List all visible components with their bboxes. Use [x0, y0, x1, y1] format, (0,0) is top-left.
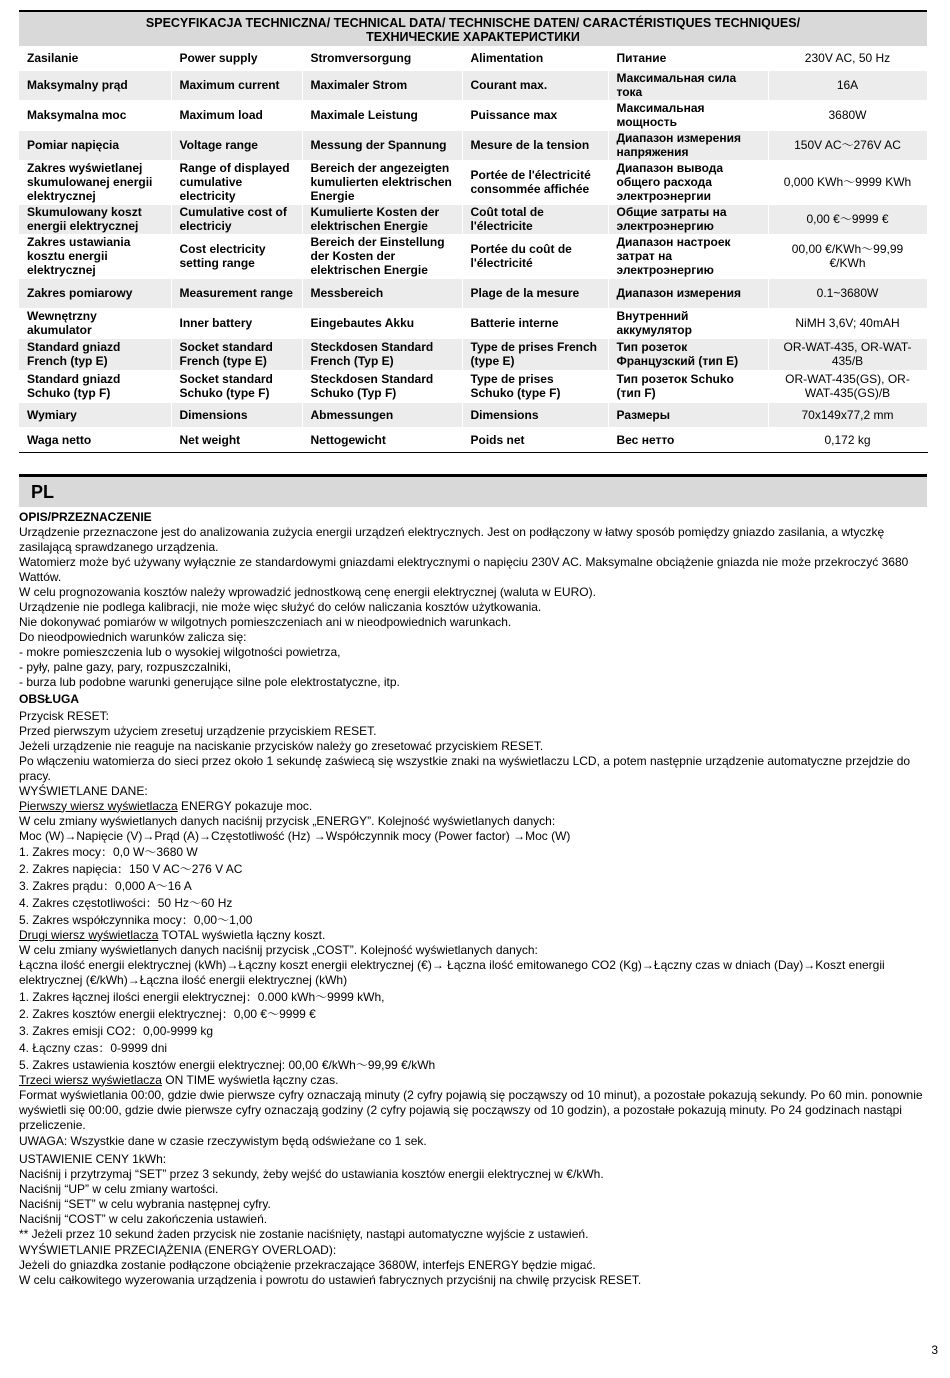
spec-row	[19, 46, 927, 70]
spec-cell-de: Messbereich	[302, 278, 462, 308]
paragraph: Przed pierwszym użyciem zresetuj urządzenie przyciskiem RESET.	[19, 723, 377, 738]
paragraph: 3. Zakres prądu：0,000 A～16 A	[19, 878, 192, 893]
spec-row	[19, 130, 927, 160]
spec-cell-de: Steckdosen Standard French (Typ E)	[302, 338, 462, 370]
spec-cell-val: 70x149x77,2 mm	[768, 402, 927, 427]
paragraph: Naciśnij “COST” w celu zakończenia ustawień.	[19, 1211, 268, 1226]
paragraph: 1. Zakres mocy：0,0 W～3680 W	[19, 844, 198, 859]
paragraph: Przycisk RESET:	[19, 708, 110, 723]
spec-cell-de: Bereich der Einstellung der Kosten der elektrischen Energie	[302, 234, 462, 278]
spec-cell-en: Net weight	[171, 427, 302, 452]
spec-cell-de: Nettogewicht	[302, 427, 462, 452]
paragraph: Urządzenie nie podlega kalibracji, nie może więc służyć do celów naliczania kosztów użytkowania.	[19, 599, 542, 614]
spec-cell-de: Abmessungen	[302, 402, 462, 427]
spec-row	[19, 370, 927, 402]
document-page	[19, 10, 927, 1288]
paragraph: Naciśnij “UP” w celu zmiany wartości.	[19, 1181, 219, 1196]
spec-cell-en: Cost electricity setting range	[171, 234, 302, 278]
spec-table	[19, 46, 928, 453]
paragraph: 5. Zakres ustawienia kosztów energii elektrycznej: 00,00 €/kWh～99,99 €/kWh	[19, 1057, 436, 1072]
spec-cell-fr: Portée de l'électricité consommée affichée	[462, 160, 608, 204]
spec-row	[19, 308, 927, 338]
paragraph: Do nieodpowiednich warunków zalicza się:	[19, 629, 247, 644]
spec-cell-pl: Standard gniazd Schuko (typ F)	[19, 370, 171, 402]
row2-heading-underlined: Drugi wiersz wyświetlacza	[19, 927, 159, 942]
spec-cell-ru: Диапазон измерения напряжения	[608, 130, 768, 160]
spec-cell-en: Cumulative cost of electriciy	[171, 204, 302, 234]
spec-cell-ru: Тип розеток Французский (тип E)	[608, 338, 768, 370]
paragraph: Moc (W)→Napięcie (V)→Prąd (A)→Częstotliwość (Hz) →Współczynnik mocy (Power factor) →Moc (W)	[19, 828, 571, 843]
paragraph: Łączna ilość energii elektrycznej (kWh)→Łączny koszt energii elektrycznej (€)→ Łączna ilość emitowanego CO2 (Kg)→Łączny czas w dniach (Day)→Koszt energii elektrycznej (€/kWh)→Łączna ilość energii elektrycznej (kWh)	[19, 957, 885, 987]
paragraph: Format wyświetlania 00:00, gdzie dwie pierwsze cyfry oznaczają minuty (2 cyfry pojawią się począwszy od 10 minut), a pozostałe pokazują sekundy. Po 60 min. ponownie wyświetli się 00:00, gdzie dwie pierwsze cyfry oznaczają godziny (2 cyfry pojawią się począwszy od 10 godzin), a pozostałe pokazują minuty. Po 24 godzinach nastąpi przeliczenie.	[19, 1087, 923, 1132]
row1-heading-rest: ENERGY pokazuje moc.	[177, 798, 313, 813]
spec-cell-en: Dimensions	[171, 402, 302, 427]
paragraph: 4. Łączny czas：0-9999 dni	[19, 1040, 168, 1055]
spec-cell-ru: Питание	[608, 46, 768, 70]
reset-paragraphs	[19, 709, 927, 799]
spec-cell-val: 00,00 €/KWh～99,99 €/KWh	[768, 234, 927, 278]
paragraph: W celu prognozowania kosztów należy wprowadzić jednostkową cenę energii elektrycznej (waluta w EURO).	[19, 584, 596, 599]
paragraph: 1. Zakres łącznej ilości energii elektrycznej：0.000 kWh～9999 kWh,	[19, 989, 385, 1004]
spec-cell-fr: Type de prises French (type E)	[462, 338, 608, 370]
spec-cell-ru: Размеры	[608, 402, 768, 427]
paragraph: 3. Zakres emisji CO2：0,00-9999 kg	[19, 1023, 214, 1038]
spec-cell-val: 0,172 kg	[768, 427, 927, 452]
row1-paragraphs	[19, 814, 927, 928]
spec-cell-val: OR-WAT-435(GS), OR-WAT-435(GS)/B	[768, 370, 927, 402]
spec-cell-fr: Type de prises Schuko (type F)	[462, 370, 608, 402]
paragraph: Naciśnij “SET” w celu wybrania następnej cyfry.	[19, 1196, 271, 1211]
paragraph: Po włączeniu watomierza do sieci przez około 1 sekundę zaświecą się wszystkie znaki na wyświetlaczu LCD, a potem następnie urządzenie automatyczne przejdzie do pracy.	[19, 753, 911, 783]
spec-cell-val: 0,000 KWh～9999 KWh	[768, 160, 927, 204]
paragraph: 5. Zakres współczynnika mocy：0,00～1,00	[19, 912, 253, 927]
spec-cell-ru: Общие затраты на электроэнергию	[608, 204, 768, 234]
pl-body	[19, 510, 927, 1288]
spec-cell-fr: Puissance max	[462, 100, 608, 130]
opis-heading: OPIS/PRZEZNACZENIE	[19, 509, 152, 524]
spec-cell-ru: Максимальная сила тока	[608, 70, 768, 100]
spec-cell-en: Inner battery	[171, 308, 302, 338]
spec-cell-de: Maximale Leistung	[302, 100, 462, 130]
spec-cell-pl: Zasilanie	[19, 46, 171, 70]
spec-cell-pl: Wymiary	[19, 402, 171, 427]
spec-cell-fr: Coût total de l'électricite	[462, 204, 608, 234]
spec-cell-val: 3680W	[768, 100, 927, 130]
section-label: PL	[31, 481, 55, 502]
paragraph: W celu zmiany wyświetlanych danych naciśnij przycisk „ENERGY”. Kolejność wyświetlanych danych:	[19, 813, 556, 828]
spec-row	[19, 402, 927, 427]
spec-cell-pl: Wewnętrzny akumulator	[19, 308, 171, 338]
spec-cell-val: 230V AC, 50 Hz	[768, 46, 927, 70]
paragraph: Jeżeli urządzenie nie reaguje na naciskanie przycisków należy go zresetować przyciskiem RESET.	[19, 738, 544, 753]
spec-cell-ru: Диапазон измерения	[608, 278, 768, 308]
paragraph: W celu całkowitego wyzerowania urządzenia i powrotu do ustawień fabrycznych przyciśnij na chwilę przycisk RESET.	[19, 1272, 642, 1287]
row3-heading-rest: ON TIME wyświetla łączny czas.	[161, 1072, 339, 1087]
spec-cell-val: 150V AC～276V AC	[768, 130, 927, 160]
spec-cell-en: Power supply	[171, 46, 302, 70]
row2-heading-rest: TOTAL wyświetla łączny koszt.	[158, 927, 326, 942]
spec-cell-fr: Plage de la mesure	[462, 278, 608, 308]
spec-cell-pl: Zakres wyświetlanej skumulowanej energii elektrycznej	[19, 160, 171, 204]
spec-cell-pl: Maksymalny prąd	[19, 70, 171, 100]
spec-cell-ru: Максимальная мощность	[608, 100, 768, 130]
paragraph: - pyły, palne gazy, pary, rozpuszczalniki,	[19, 659, 232, 674]
row2-heading	[19, 928, 927, 943]
spec-cell-en: Voltage range	[171, 130, 302, 160]
spec-cell-val: 0,00 €～9999 €	[768, 204, 927, 234]
paragraph: 2. Zakres napięcia：150 V AC～276 V AC	[19, 861, 243, 876]
spec-cell-fr: Courant max.	[462, 70, 608, 100]
opis-paragraphs	[19, 525, 927, 690]
spec-cell-de: Kumulierte Kosten der elektrischen Energie	[302, 204, 462, 234]
paragraph: - mokre pomieszczenia lub o wysokiej wilgotności powietrza,	[19, 644, 341, 659]
row2-paragraphs	[19, 943, 927, 1073]
spec-cell-ru: Вес нетто	[608, 427, 768, 452]
paragraph: WYŚWIETLANE DANE:	[19, 783, 148, 798]
spec-cell-val: 0.1~3680W	[768, 278, 927, 308]
paragraph: UWAGA: Wszystkie dane w czasie rzeczywistym będą odświeżane co 1 sek.	[19, 1133, 427, 1148]
spec-row	[19, 234, 927, 278]
row3-paragraphs	[19, 1088, 927, 1288]
spec-cell-ru: Диапазон настроек затрат на электроэнергию	[608, 234, 768, 278]
spec-cell-de: Bereich der angezeigten kumulierten elektrischen Energie	[302, 160, 462, 204]
spec-cell-ru: Тип розеток Schuko (тип F)	[608, 370, 768, 402]
paragraph: 4. Zakres częstotliwości：50 Hz～60 Hz	[19, 895, 233, 910]
spec-cell-fr: Alimentation	[462, 46, 608, 70]
spec-cell-fr: Poids net	[462, 427, 608, 452]
paragraph: Nie dokonywać pomiarów w wilgotnych pomieszczeniach ani w nieodpowiednich warunkach.	[19, 614, 512, 629]
spec-title-line1: SPECYFIKACJA TECHNICZNA/ TECHNICAL DATA/ TECHNISCHE DATEN/ CARACTÉRISTIQUES TECHNIQUES/	[145, 16, 801, 30]
spec-cell-fr: Mesure de la tension	[462, 130, 608, 160]
paragraph: USTAWIENIE CENY 1kWh:	[19, 1151, 167, 1166]
spec-row	[19, 278, 927, 308]
spec-cell-en: Socket standard French (type E)	[171, 338, 302, 370]
spec-cell-ru: Диапазон вывода общего расхода электроэнергии	[608, 160, 768, 204]
spec-cell-de: Eingebautes Akku	[302, 308, 462, 338]
row3-heading-underlined: Trzeci wiersz wyświetlacza	[19, 1072, 162, 1087]
spec-cell-de: Steckdosen Standard Schuko (Typ F)	[302, 370, 462, 402]
spec-cell-fr: Batterie interne	[462, 308, 608, 338]
paragraph: Jeżeli do gniazdka zostanie podłączone obciążenie przekraczające 3680W, interfejs ENERGY będzie migać.	[19, 1257, 596, 1272]
paragraph: W celu zmiany wyświetlanych danych naciśnij przycisk „COST”. Kolejność wyświetlanych danych:	[19, 942, 538, 957]
spec-row	[19, 160, 927, 204]
spec-cell-pl: Zakres ustawiania kosztu energii elektrycznej	[19, 234, 171, 278]
spec-row	[19, 204, 927, 234]
spec-row	[19, 100, 927, 130]
spec-cell-pl: Zakres pomiarowy	[19, 278, 171, 308]
paragraph: Urządzenie przeznaczone jest do analizowania zużycia energii urządzeń elektrycznych. Jest on podłączony w łatwy sposób pomiędzy gniazdo zasilania, a wtyczkę zasilającą sprawdzanego urządzenia.	[19, 524, 885, 554]
spec-cell-en: Range of displayed cumulative electricity	[171, 160, 302, 204]
spec-row	[19, 427, 927, 452]
spec-cell-pl: Maksymalna moc	[19, 100, 171, 130]
spec-row	[19, 338, 927, 370]
row3-heading	[19, 1073, 927, 1088]
paragraph: WYŚWIETLANIE PRZECIĄŻENIA (ENERGY OVERLOAD):	[19, 1242, 337, 1257]
spec-cell-de: Maximaler Strom	[302, 70, 462, 100]
spec-row	[19, 70, 927, 100]
spec-cell-val: NiMH 3,6V; 40mAH	[768, 308, 927, 338]
spec-cell-val: OR-WAT-435, OR-WAT-435/B	[768, 338, 927, 370]
spec-cell-en: Maximum current	[171, 70, 302, 100]
spec-cell-en: Socket standard Schuko (type F)	[171, 370, 302, 402]
spec-cell-pl: Standard gniazd French (typ E)	[19, 338, 171, 370]
spec-cell-fr: Portée du coût de l'électricité	[462, 234, 608, 278]
paragraph: Watomierz może być używany wyłącznie ze standardowymi gniazdami elektrycznymi o napięciu 230V AC. Maksymalne obciążenie gniazda nie może przekroczyć 3680 Wattów.	[19, 554, 909, 584]
spec-cell-val: 16A	[768, 70, 927, 100]
spec-title	[19, 10, 927, 46]
spec-cell-pl: Pomiar napięcia	[19, 130, 171, 160]
obsluga-heading: OBSŁUGA	[19, 691, 79, 706]
row1-heading	[19, 799, 927, 814]
section-header-pl	[19, 474, 927, 507]
spec-cell-pl: Skumulowany koszt energii elektrycznej	[19, 204, 171, 234]
spec-cell-en: Maximum load	[171, 100, 302, 130]
spec-cell-en: Measurement range	[171, 278, 302, 308]
spec-cell-fr: Dimensions	[462, 402, 608, 427]
paragraph: Naciśnij i przytrzymaj “SET” przez 3 sekundy, żeby wejść do ustawiania kosztów energii elektrycznej w €/kWh.	[19, 1166, 604, 1181]
spec-cell-pl: Waga netto	[19, 427, 171, 452]
row1-heading-underlined: Pierwszy wiersz wyświetlacza	[19, 798, 178, 813]
spec-cell-ru: Внутренний аккумулятор	[608, 308, 768, 338]
paragraph: - burza lub podobne warunki generujące silne pole elektrostatyczne, itp.	[19, 674, 400, 689]
paragraph: ** Jeżeli przez 10 sekund żaden przycisk nie zostanie naciśnięty, nastąpi automatyczne wyjście z ustawień.	[19, 1226, 589, 1241]
spec-title-line2: ТЕХНИЧЕСКИЕ ХАРАКТЕРИСТИКИ	[366, 30, 580, 44]
spec-cell-de: Messung der Spannung	[302, 130, 462, 160]
spec-cell-de: Stromversorgung	[302, 46, 462, 70]
page-number: 3	[931, 1343, 938, 1357]
paragraph: 2. Zakres kosztów energii elektrycznej：0,00 €～9999 €	[19, 1006, 316, 1021]
